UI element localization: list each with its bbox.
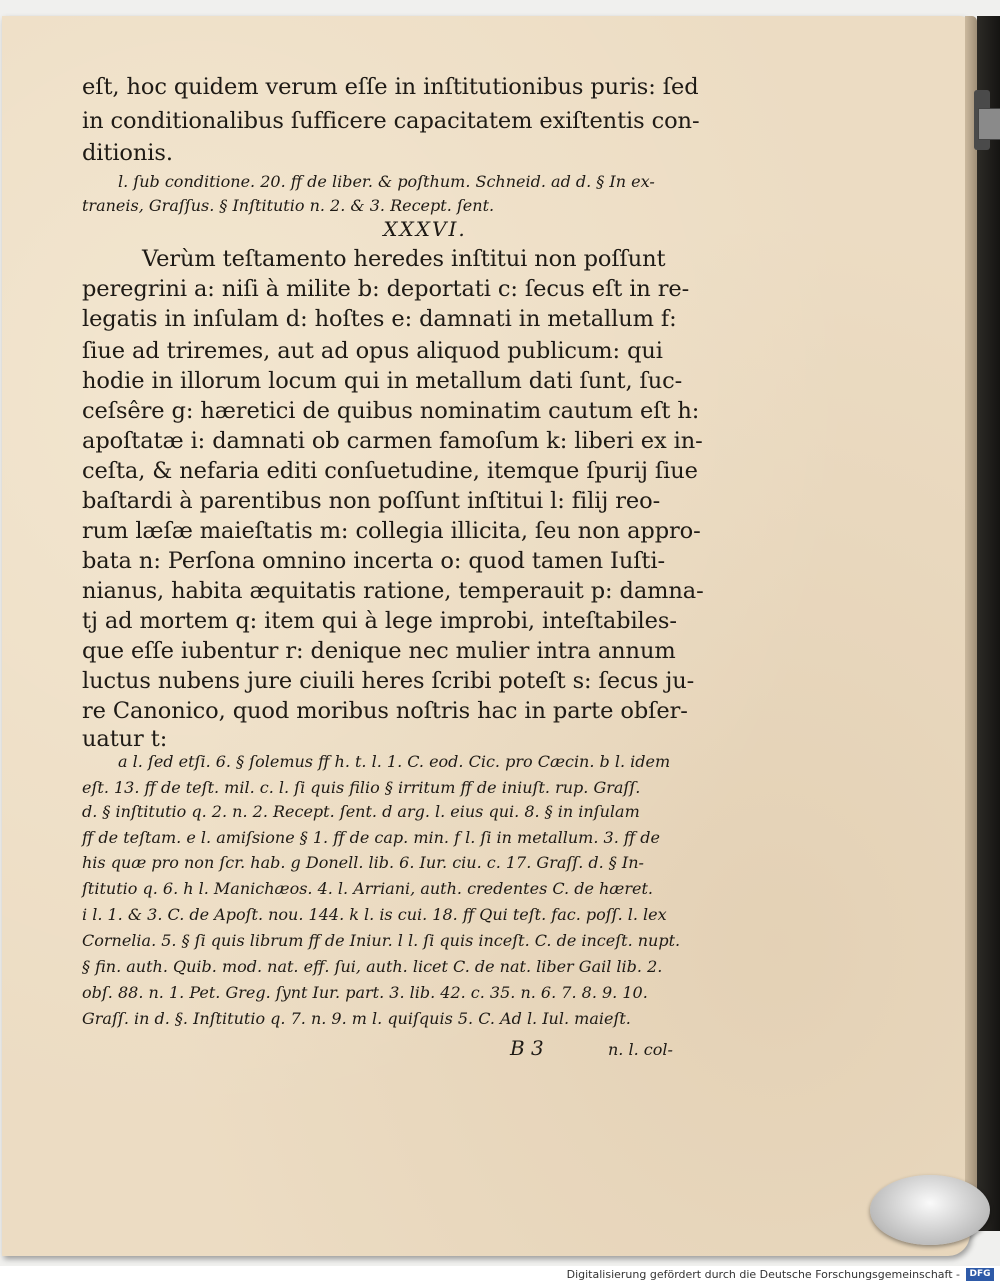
section-heading: XXXVI. [383, 217, 467, 241]
body-line: peregrini a: niſi à milite b: deportati c: ſecus eſt in re- [82, 276, 690, 302]
body-line: eſt, hoc quidem verum eſſe in inſtitutionibus puris: ſed [82, 74, 699, 100]
body-line: ceſta, & nefaria editi conſuetudine, itemque ſpurij ſiue [82, 458, 698, 484]
body-line: tj ad mortem q: item qui à lege improbi, inteſtabiles- [82, 608, 677, 634]
note-line: Graſſ. in d. §. Inſtitutio q. 7. n. 9. m l. quiſquis 5. C. Ad l. Iul. maieſt. [82, 1009, 631, 1028]
page-edge [965, 16, 977, 1231]
catchword: n. l. col- [608, 1040, 673, 1059]
body-line: ſiue ad triremes, aut ad opus aliquod publicum: qui [82, 338, 663, 364]
body-line: hodie in illorum locum qui in metallum dati ſunt, ſuc- [82, 368, 683, 394]
note-line: § fin. auth. Quib. mod. nat. eff. ſui, auth. licet C. de nat. liber Gail lib. 2. [82, 957, 663, 976]
note-line: obſ. 88. n. 1. Pet. Greg. ſynt Iur. part. 3. lib. 42. c. 35. n. 6. 7. 8. 9. 10. [82, 983, 648, 1002]
body-line: luctus nubens jure ciuili heres ſcribi poteſt s: ſecus ju- [82, 668, 695, 694]
note-line: eſt. 13. ff de teſt. mil. c. l. ſi quis filio § irritum ff de iniuſt. rup. Graſſ. [82, 778, 641, 797]
dfg-logo[interactable]: DFG [966, 1268, 994, 1281]
signature-mark: B 3 [510, 1036, 544, 1060]
note-line: l. ſub conditione. 20. ff de liber. & poſthum. Schneid. ad d. § In ex- [118, 172, 655, 191]
body-line: re Canonico, quod moribus noſtris hac in parte obſer- [82, 698, 688, 724]
body-line: nianus, habita æquitatis ratione, temperauit p: damna- [82, 578, 704, 604]
note-line: d. § inſtitutio q. 2. n. 2. Recept. ſent. d arg. l. eius qui. 8. § in inſulam [82, 802, 640, 821]
scanner-border [977, 16, 1000, 1231]
note-line: i l. 1. & 3. C. de Apoſt. nou. 144. k l. is cui. 18. ff Qui teſt. fac. poſſ. l. lex [82, 905, 667, 924]
note-line: his quæ pro non ſcr. hab. g Donell. lib. 6. Iur. ciu. c. 17. Graſſ. d. § In- [82, 853, 644, 872]
body-line: in conditionalibus ſufficere capacitatem exiſtentis con- [82, 108, 700, 134]
footer-credit: Digitalisierung gefördert durch die Deutsche Forschungsgemeinschaft - [566, 1268, 960, 1281]
note-line: traneis, Graſſus. § Inſtitutio n. 2. & 3. Recept. ſent. [82, 196, 495, 215]
page-clip [870, 1175, 990, 1245]
body-line: baſtardi à parentibus non poſſunt inſtitui l: filij reo- [82, 488, 661, 514]
body-line: Verùm teſtamento heredes inſtitui non poſſunt [142, 246, 666, 272]
note-line: ff de teſtam. e l. amiſsione § 1. ff de cap. min. f l. ſi in metallum. 3. ff de [82, 828, 661, 847]
body-line: legatis in inſulam d: hoſtes e: damnati in metallum f: [82, 306, 677, 332]
body-line: que eſſe iubentur r: denique nec mulier intra annum [82, 638, 676, 664]
body-line: apoſtatæ i: damnati ob carmen famoſum k: liberi ex in- [82, 428, 703, 454]
note-line: a l. ſed etſi. 6. § ſolemus ff h. t. l. 1. C. eod. Cic. pro Cæcin. b l. idem [118, 752, 671, 771]
body-line: ceſsêre g: hæretici de quibus nominatim cautum eſt h: [82, 398, 700, 424]
body-line: rum læſæ maieſtatis m: collegia illicita, ſeu non appro- [82, 518, 701, 544]
body-line: ditionis. [82, 140, 173, 166]
note-line: ſtitutio q. 6. h l. Manichæos. 4. l. Arriani, auth. credentes C. de hæret. [82, 879, 653, 898]
body-line: bata n: Perſona omnino incerta o: quod tamen Iuſti- [82, 548, 665, 574]
note-line: Cornelia. 5. § ſi quis librum ff de Iniur. l l. ſi quis inceſt. C. de inceſt. nupt. [82, 931, 681, 950]
body-line: uatur t: [82, 726, 168, 752]
scale-marker [978, 108, 1000, 140]
